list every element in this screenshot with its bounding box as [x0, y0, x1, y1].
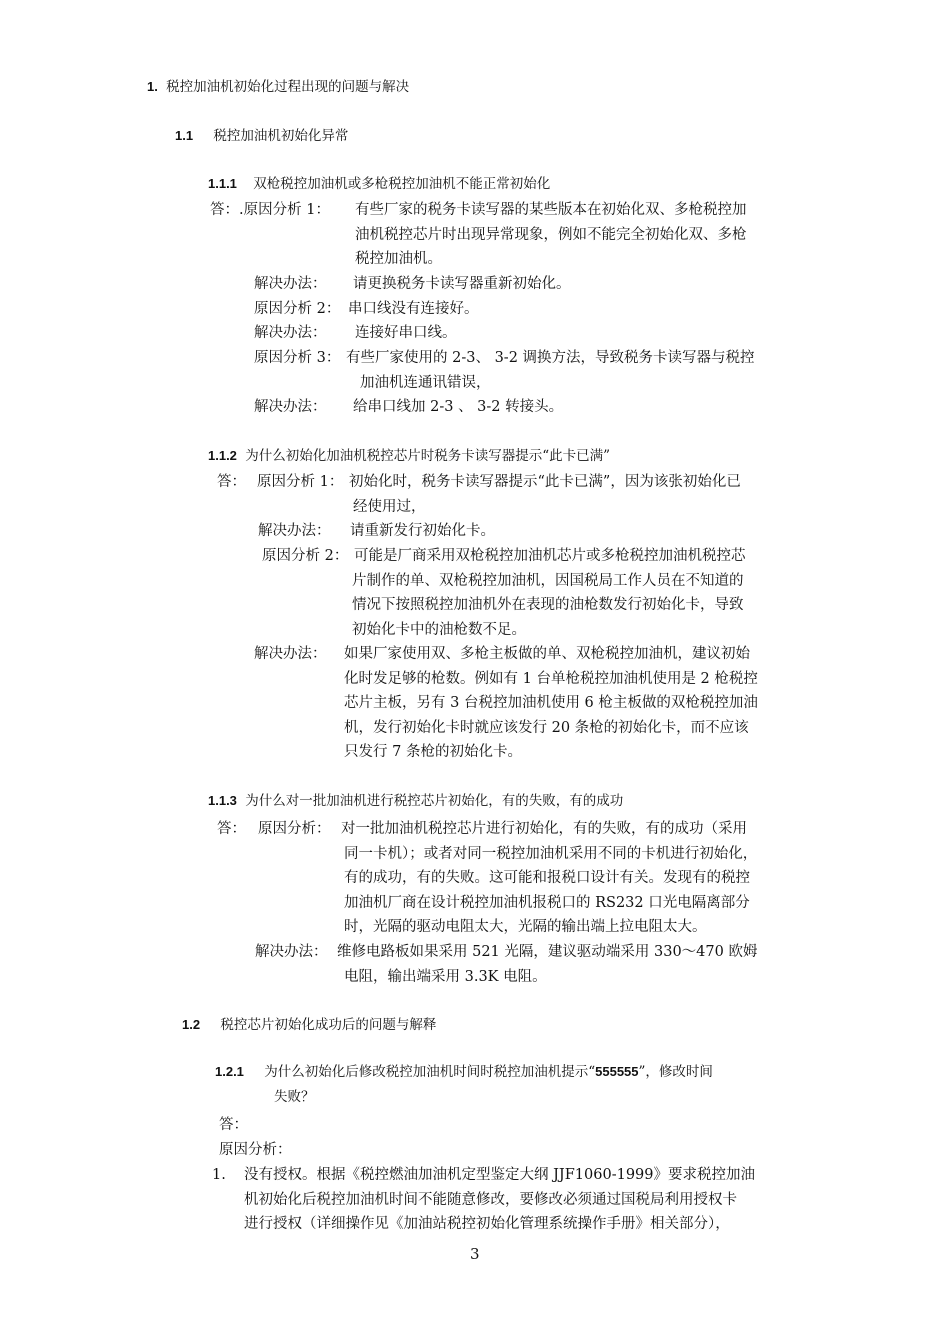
text-line: 电阻，输出端采用 3.3K 电阻。 — [344, 968, 547, 985]
solution-1-text: 请重新发行初始化卡。 — [350, 523, 495, 539]
solution-2-label: 解决办法： — [254, 325, 327, 341]
cause-text — [341, 817, 757, 940]
section-number: 1. — [147, 79, 158, 94]
section-title: 税控加油机初始化过程出现的问题与解决 — [166, 79, 410, 95]
text-line: 初始化卡中的油枪数不足。 — [352, 621, 526, 638]
cause-2-text — [354, 544, 746, 642]
section-title: 税控芯片初始化成功后的问题与解释 — [220, 1017, 437, 1033]
text-line: 有的成功，有的失败。这可能和报税口设计有关。发现有的税控 — [344, 870, 750, 886]
section-title: 为什么初始化加油机税控芯片时税务卡读写器提示“此卡已满” — [245, 448, 611, 464]
solution-1-text: 请更换税务卡读写器重新初始化。 — [353, 276, 571, 292]
text-line: 经使用过， — [353, 498, 426, 515]
section-1-1-3-heading — [208, 789, 623, 809]
solution-2-text: 连接好串口线。 — [355, 325, 457, 341]
text-line: 芯片主板，另有 3 台税控加油机使用 6 枪主板做的双枪税控加油 — [344, 695, 758, 711]
section-title: 为什么对一批加油机进行税控芯片初始化，有的失败，有的成功 — [245, 793, 624, 809]
section-title: 双枪税控加油机或多枪税控加油机不能正常初始化 — [253, 176, 551, 192]
solution-1-label: 解决办法： — [254, 276, 327, 292]
text-line: 可能是厂商采用双枪税控加油机芯片或多枪税控加油机税控芯 — [354, 548, 746, 564]
text-line: 税控加油机。 — [355, 251, 442, 267]
answer-cause-1-label: 答：.原因分析 1： — [210, 202, 330, 218]
section-number: 1.2.1 — [215, 1064, 244, 1079]
answer-cause-1-text — [355, 198, 747, 272]
section-1-2-heading — [182, 1013, 436, 1033]
section-title-code: 555555 — [595, 1064, 639, 1079]
list-item-text — [244, 1163, 755, 1237]
cause-1-text — [349, 470, 741, 519]
text-line: 维修电路板如果采用 521 光隔，建议驱动端采用 330～470 欧姆 — [337, 944, 758, 960]
cause-1-label: 原因分析 1： — [257, 474, 344, 490]
text-line: 初始化时，税务卡读写器提示“此卡已满”，因为该张初始化已 — [349, 474, 741, 490]
solution-1-label: 解决办法： — [258, 523, 331, 539]
cause-3-text — [346, 346, 755, 395]
section-number: 1.1.2 — [208, 448, 237, 463]
list-item-number: 1. — [212, 1167, 226, 1183]
solution-text — [337, 940, 757, 989]
text-line: 进行授权（详细操作见《加油站税控初始化管理系统操作手册》相关部分）， — [244, 1216, 730, 1232]
section-title-line-2: 失败？ — [274, 1089, 315, 1105]
cause-label: 原因分析： — [258, 821, 331, 837]
solution-3-text: 给串口线加 2-3 、 3-2 转接头。 — [353, 399, 564, 415]
text-line: 有些厂家的税务卡读写器的某些版本在初始化双、多枪税控加 — [355, 202, 747, 218]
text-line: 加油机厂商在设计税控加油机报税口的 RS232 口光电隔离部分 — [344, 894, 750, 911]
text-line: 油机税控芯片时出现异常现象，例如不能完全初始化双、多枪 — [355, 226, 747, 243]
section-number: 1.2 — [182, 1017, 201, 1032]
solution-2-label: 解决办法： — [254, 646, 327, 662]
text-line: 情况下按照税控加油机外在表现的油枪数发行初始化卡，导致 — [352, 597, 744, 613]
cause-2-text: 串口线没有连接好。 — [348, 301, 479, 317]
section-1-1-heading — [175, 124, 348, 144]
text-line: 机初始化后税控加油机时间不能随意修改，要修改必须通过国税局利用授权卡 — [244, 1191, 737, 1208]
text-line: 对一批加油机税控芯片进行初始化，有的失败，有的成功（采用 — [341, 821, 747, 837]
text-line: 机，发行初始化卡时就应该发行 20 条枪的初始化卡，而不应该 — [344, 719, 749, 736]
text-line: 时，光隔的驱动电阻太大，光隔的输出端上拉电阻太大。 — [344, 919, 707, 935]
section-1-1-2-heading — [208, 444, 610, 464]
page-number: 3 — [470, 1245, 480, 1263]
cause-2-label: 原因分析 2： — [262, 548, 349, 564]
text-line: 没有授权。根据《税控燃油加油机定型鉴定大纲 JJF1060-1999》要求税控加油 — [244, 1167, 755, 1183]
section-number: 1.1 — [175, 128, 194, 143]
solution-label: 解决办法： — [255, 944, 328, 960]
section-1-1-1-heading — [208, 172, 550, 192]
section-1-heading — [147, 75, 409, 95]
section-1-2-1-heading — [215, 1060, 713, 1080]
text-line: 有些厂家使用的 2-3、 3-2 调换方法，导致税务卡读写器与税控 — [346, 350, 755, 366]
text-line: 加油机连通讯错误， — [360, 374, 491, 391]
solution-3-label: 解决办法： — [254, 399, 327, 415]
section-number: 1.1.1 — [208, 176, 237, 191]
solution-2-text — [344, 642, 758, 765]
section-title-part: ”，修改时间 — [638, 1064, 713, 1080]
answer-label: 答： — [219, 1117, 248, 1133]
cause-3-label: 原因分析 3： — [254, 350, 341, 366]
text-line: 同一卡机）；或者对同一税控加油机采用不同的卡机进行初始化， — [344, 845, 758, 862]
cause-label: 原因分析： — [219, 1142, 292, 1158]
text-line: 只发行 7 条枪的初始化卡。 — [344, 744, 522, 760]
answer-label: 答： — [217, 821, 246, 837]
cause-2-label: 原因分析 2： — [254, 301, 341, 317]
text-line: 如果厂家使用双、多枪主板做的单、双枪税控加油机，建议初始 — [344, 646, 750, 662]
section-title: 税控加油机初始化异常 — [213, 128, 349, 144]
text-line: 化时发足够的枪数。例如有 1 台单枪税控加油机使用是 2 枪税控 — [344, 670, 758, 687]
text-line: 片制作的单、双枪税控加油机，因国税局工作人员在不知道的 — [352, 572, 744, 589]
section-title-part: 为什么初始化后修改税控加油机时间时税控加油机提示“ — [264, 1064, 596, 1080]
answer-label: 答： — [217, 474, 246, 490]
section-number: 1.1.3 — [208, 793, 237, 808]
